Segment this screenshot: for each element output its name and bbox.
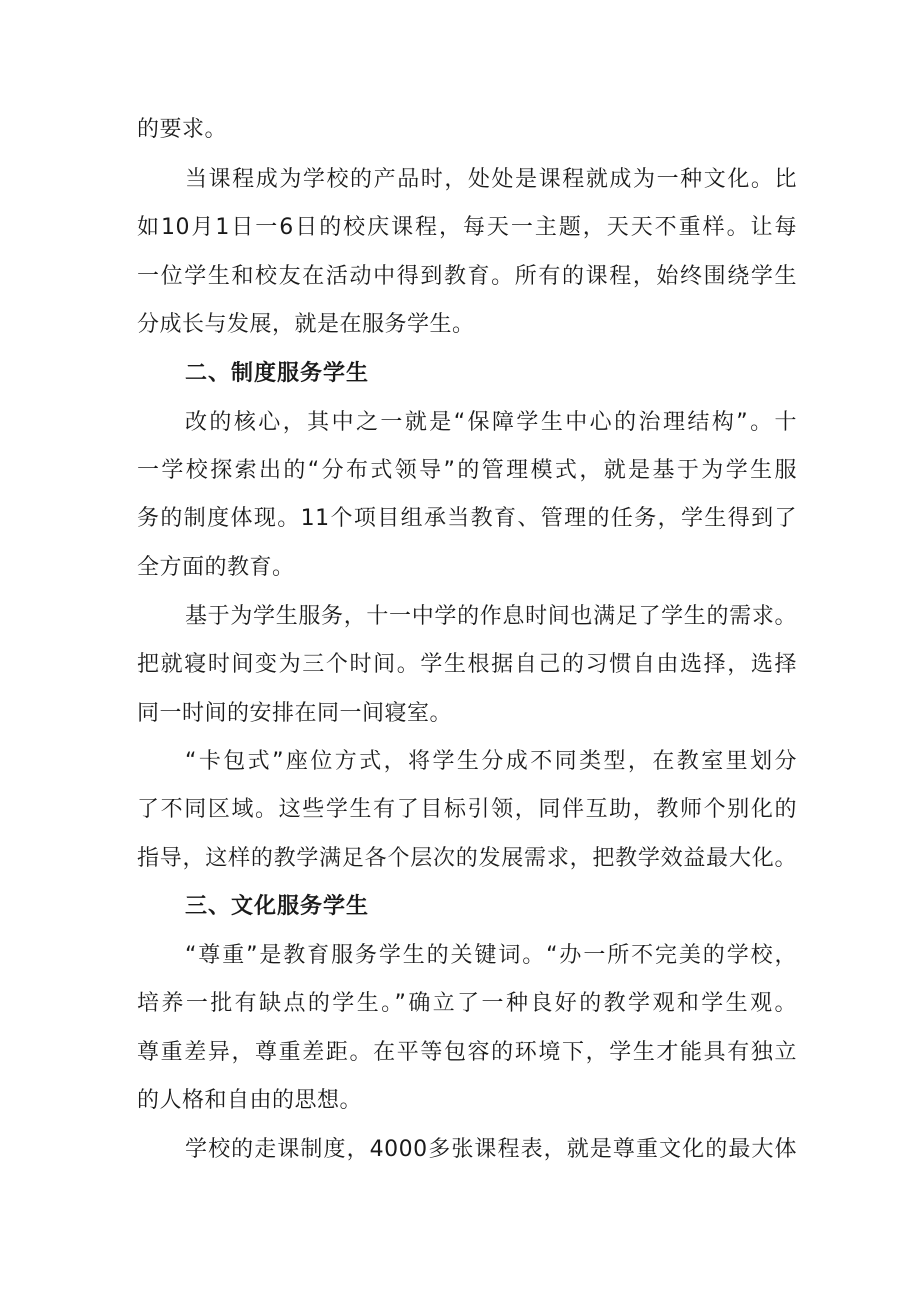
paragraph-line: 一学校探索出的“分布式领导”的管理模式，就是基于为学生服 [137, 458, 798, 483]
paragraph-line: 全方面的教育。 [137, 555, 295, 580]
paragraph-line: 了不同区域。这些学生有了目标引领，同伴互助，教师个别化的 [137, 797, 797, 822]
paragraph-line: 培养一批有缺点的学生。”确立了一种良好的教学观和学生观。 [137, 991, 797, 1016]
paragraph-line: 务的制度体现。11个项目组承当教育、管理的任务，学生得到了 [137, 506, 797, 531]
paragraph-line: “卡包式”座位方式，将学生分成不同类型，在教室里划分 [185, 749, 797, 774]
section-heading: 三、文化服务学生 [185, 894, 370, 919]
paragraph-line: 学校的走课制度，4000多张课程表，就是尊重文化的最大体 [185, 1137, 797, 1162]
paragraph-line: 的要求。 [137, 117, 228, 142]
paragraph-line: 当课程成为学校的产品时，处处是课程就成为一种文化。比 [185, 167, 797, 192]
paragraph-line: “尊重”是教育服务学生的关键词。“办一所不完美的学校， [185, 943, 797, 968]
paragraph-line: 如10月1日一6日的校庆课程，每天一主题，天天不重样。让每 [137, 215, 797, 240]
paragraph-line: 分成长与发展，就是在服务学生。 [137, 312, 475, 337]
paragraph-line: 尊重差异，尊重差距。在平等包容的环境下，学生才能具有独立 [137, 1040, 797, 1065]
paragraph-line: 基于为学生服务，十一中学的作息时间也满足了学生的需求。 [185, 604, 797, 629]
paragraph-line: 把就寝时间变为三个时间。学生根据自己的习惯自由选择，选择 [137, 652, 797, 677]
paragraph-line: 指导，这样的教学满足各个层次的发展需求，把教学效益最大化。 [137, 846, 797, 871]
paragraph-line: 一位学生和校友在活动中得到教育。所有的课程，始终围绕学生 [137, 264, 797, 289]
paragraph-line: 改的核心，其中之一就是“保障学生中心的治理结构”。十 [185, 410, 797, 435]
paragraph-line: 同一时间的安排在同一间寝室。 [137, 701, 453, 726]
section-heading: 二、制度服务学生 [185, 361, 370, 386]
paragraph-line: 的人格和自由的思想。 [137, 1088, 363, 1113]
